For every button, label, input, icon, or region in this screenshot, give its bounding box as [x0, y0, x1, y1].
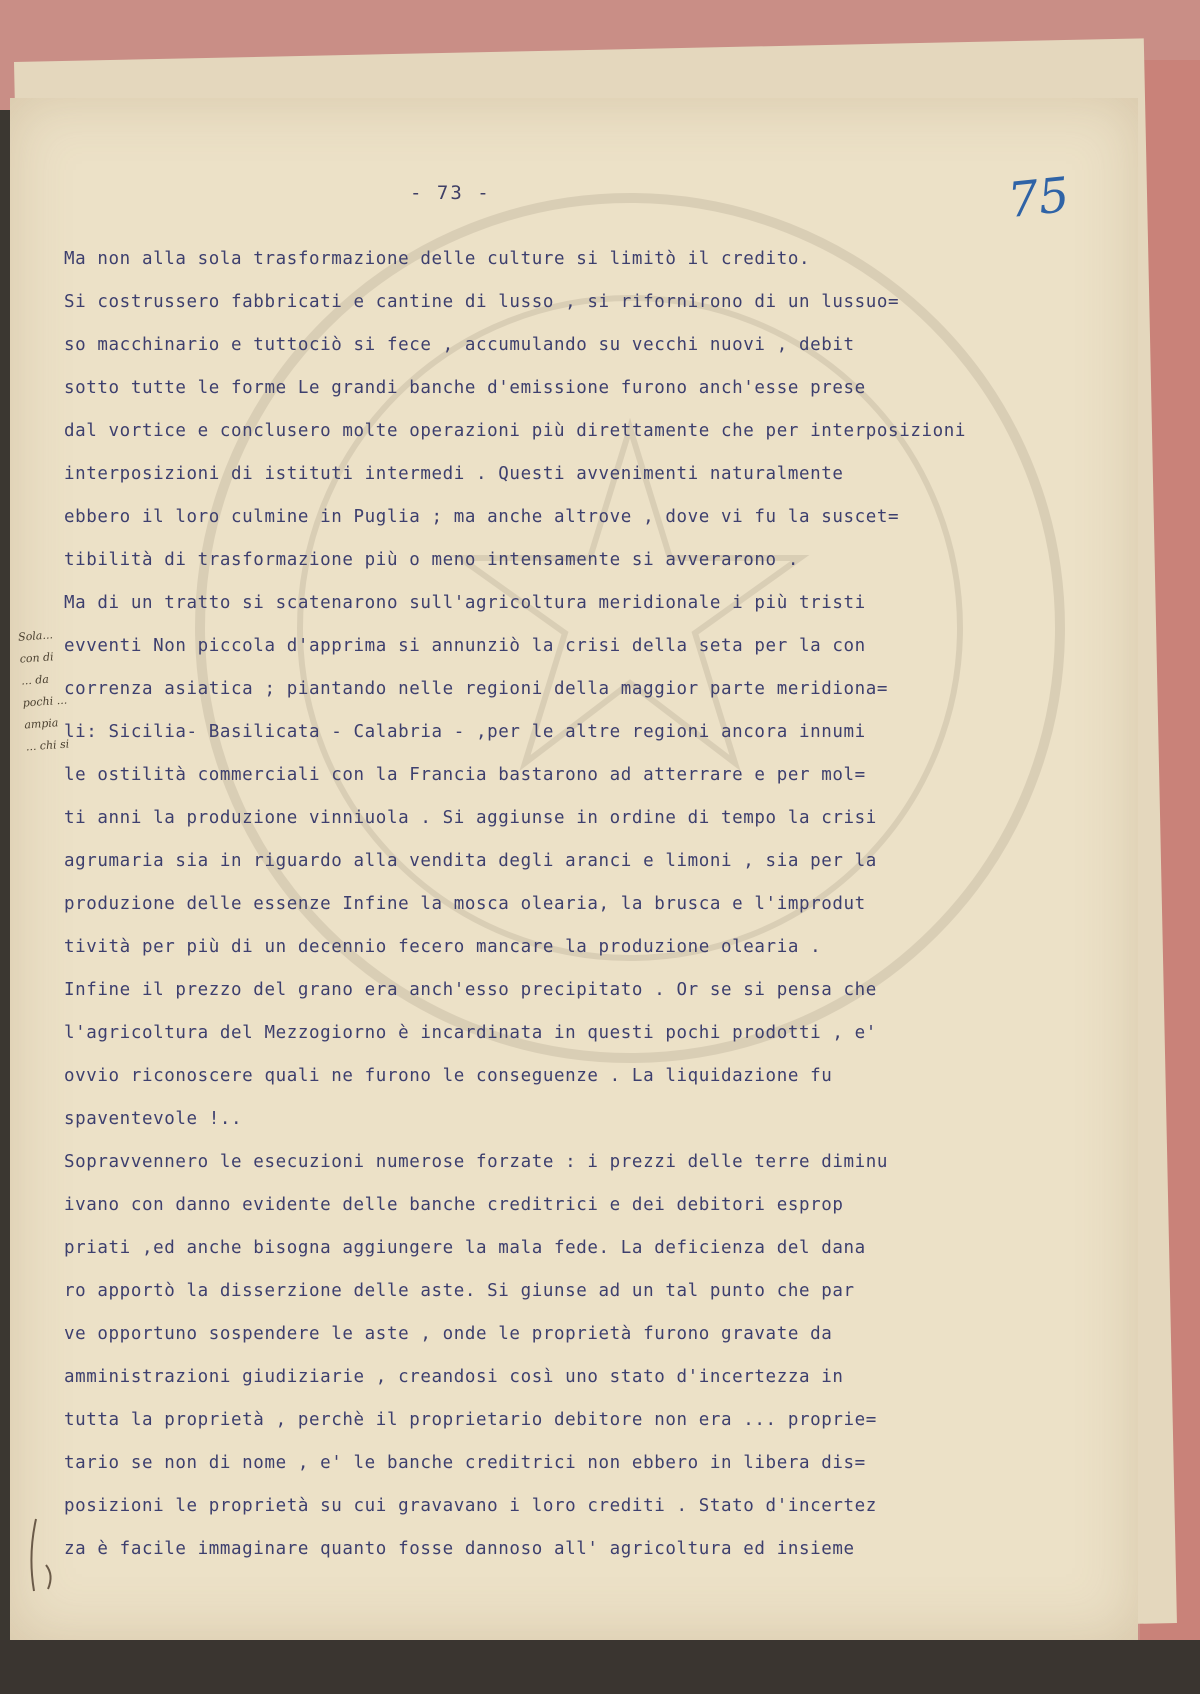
text-line: Sopravvennero le esecuzioni numerose forzate : i prezzi delle terre diminu: [64, 1152, 889, 1172]
text-line: ovvio riconoscere quali ne furono le conseguenze . La liquidazione fu: [64, 1066, 833, 1086]
text-line: interposizioni di istituti intermedi . Questi avvenimenti naturalmente: [64, 464, 844, 484]
text-line: ve opportuno sospendere le aste , onde le proprietà furono gravate da: [64, 1324, 833, 1344]
text-line: tutta la proprietà , perchè il proprietario debitore non era ... proprie=: [64, 1410, 877, 1430]
text-line: za è facile immaginare quanto fosse dannoso all' agricoltura ed insieme: [64, 1539, 855, 1559]
bottom-board: [0, 1640, 1200, 1694]
text-line: evventi Non piccola d'apprima si annunziò la crisi della seta per la con: [64, 636, 866, 656]
text-line: produzione delle essenze Infine la mosca olearia, la brusca e l'improdut: [64, 894, 866, 914]
text-line: correnza asiatica ; piantando nelle regioni della maggior parte meridiona=: [64, 679, 889, 699]
text-line: le ostilità commerciali con la Francia bastarono ad atterrare e per mol=: [64, 765, 866, 785]
text-line: ro apportò la disserzione delle aste. Si giunse ad un tal punto che par: [64, 1281, 855, 1301]
text-line: tività per più di un decennio fecero mancare la produzione olearia .: [64, 937, 822, 957]
text-line: Si costrussero fabbricati e cantine di lusso , si rifornirono di un lussuo=: [64, 292, 900, 312]
text-line: amministrazioni giudiziarie , creandosi così uno stato d'incertezza in: [64, 1367, 844, 1387]
text-line: so macchinario e tuttociò si fece , accumulando su vecchi nuovi , debit: [64, 335, 855, 355]
margin-annotation: Sola... con di ... da pochi ... ampia ... chi si: [17, 628, 70, 754]
text-line: li: Sicilia- Basilicata - Calabria - ,per le altre regioni ancora innumi: [64, 722, 866, 742]
text-line: sotto tutte le forme Le grandi banche d'emissione furono anch'esse prese: [64, 378, 866, 398]
text-line: ti anni la produzione vinniuola . Si aggiunse in ordine di tempo la crisi: [64, 808, 877, 828]
margin-pencil-mark: [24, 1515, 64, 1595]
text-line: posizioni le proprietà su cui gravavano i loro crediti . Stato d'incertez: [64, 1496, 877, 1516]
text-line: ebbero il loro culmine in Puglia ; ma anche altrove , dove vi fu la suscet=: [64, 507, 900, 527]
text-line: spaventevole !..: [64, 1109, 243, 1129]
text-line: dal vortice e conclusero molte operazioni più direttamente che per interposizioni: [64, 421, 967, 441]
text-line: Ma di un tratto si scatenarono sull'agricoltura meridionale i più tristi: [64, 593, 866, 613]
text-line: priati ,ed anche bisogna aggiungere la mala fede. La deficienza del dana: [64, 1238, 866, 1258]
text-line: tibilità di trasformazione più o meno intensamente si avverarono .: [64, 550, 799, 570]
typed-text-body: [64, 238, 1054, 1571]
text-line: Infine il prezzo del grano era anch'esso precipitato . Or se si pensa che: [64, 980, 877, 1000]
text-line: ivano con danno evidente delle banche creditrici e dei debitori esprop: [64, 1195, 844, 1215]
page-number: - 73 -: [410, 182, 491, 204]
text-line: tario se non di nome , e' le banche creditrici non ebbero in libera dis=: [64, 1453, 866, 1473]
text-line: Ma non alla sola trasformazione delle culture si limitò il credito.: [64, 249, 811, 269]
text-line: l'agricoltura del Mezzogiorno è incardinata in questi pochi prodotti , e': [64, 1023, 877, 1043]
handwritten-folio-number: 75: [1005, 166, 1072, 230]
text-line: agrumaria sia in riguardo alla vendita degli aranci e limoni , sia per la: [64, 851, 877, 871]
